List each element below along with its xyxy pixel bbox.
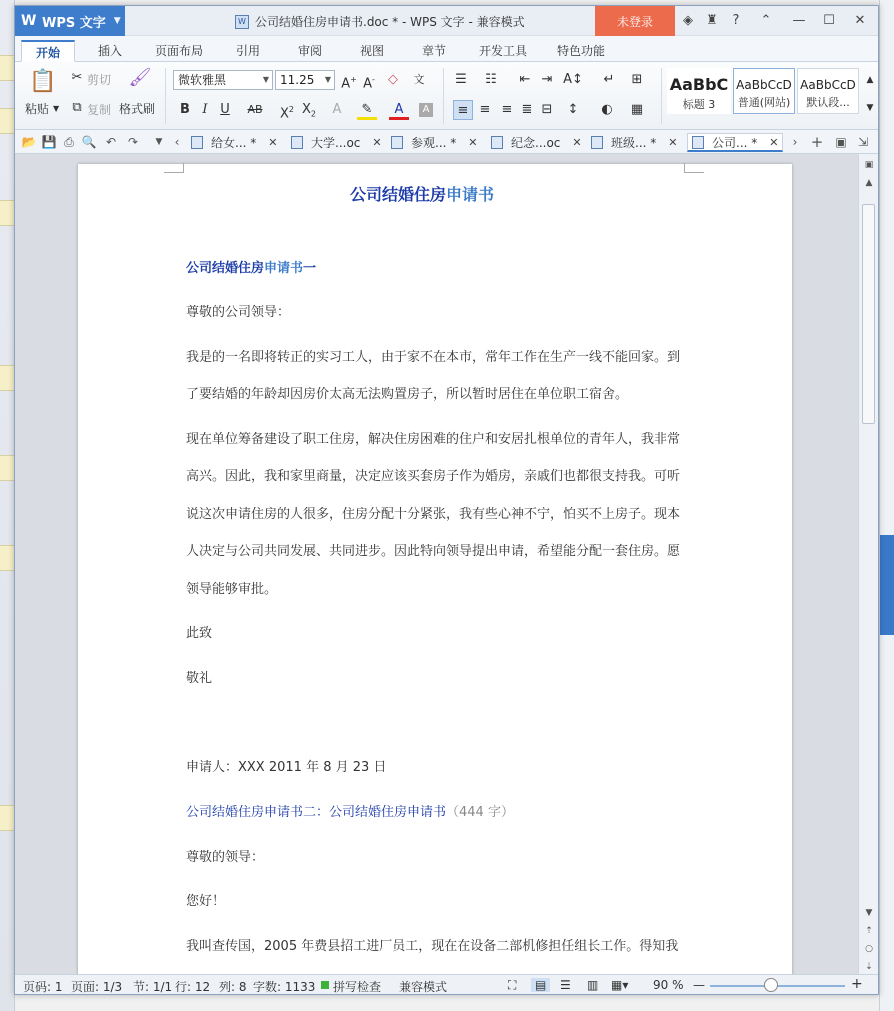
shirt-icon[interactable]: ♜ xyxy=(706,13,718,28)
phonetic-icon[interactable]: 文 xyxy=(413,73,425,86)
style-heading3[interactable] xyxy=(667,68,731,114)
font-name-select[interactable] xyxy=(173,70,273,90)
font-color-icon[interactable]: A xyxy=(389,100,409,120)
document-icon xyxy=(692,136,704,149)
close-icon[interactable]: ✕ xyxy=(468,136,478,149)
zoom-out-icon[interactable]: — xyxy=(693,978,705,992)
styles-scroll-up-icon[interactable]: ▲ xyxy=(866,75,874,85)
skin-icon[interactable]: ◈ xyxy=(683,13,693,28)
style-label: 标题 3 xyxy=(682,98,716,111)
print-preview-icon[interactable]: 🔍 xyxy=(81,135,97,149)
shrink-font-icon[interactable]: A- xyxy=(363,75,375,92)
maximize-icon[interactable]: ☐ xyxy=(823,13,835,28)
background-window-right xyxy=(879,0,894,1011)
ribbon-separator xyxy=(443,68,444,124)
copy-button[interactable]: 复制 xyxy=(87,103,112,117)
doc-tab-label: 纪念...oc xyxy=(511,136,561,150)
zoom-level[interactable]: 90 % xyxy=(653,978,684,992)
background-window-left xyxy=(0,0,15,1011)
style-label: 普通(网站) xyxy=(737,96,791,109)
style-preview: AaBbCcD xyxy=(736,78,792,92)
paste-button[interactable]: 粘贴 xyxy=(25,102,50,116)
format-painter-button[interactable]: 格式刷 xyxy=(119,102,156,116)
tab-features[interactable]: 特色功能 xyxy=(556,44,605,58)
format-painter-icon[interactable]: 🖌 xyxy=(128,67,152,88)
char-shading-icon[interactable]: A xyxy=(419,103,433,117)
close-icon[interactable]: ✕ xyxy=(854,13,866,28)
ribbon-home xyxy=(15,62,878,130)
distributed-icon[interactable]: ⊟ xyxy=(541,102,553,117)
scrollbar-thumb[interactable] xyxy=(862,204,875,424)
save-icon[interactable]: 💾 xyxy=(41,135,57,149)
chevron-down-icon: ▼ xyxy=(262,75,269,84)
tab-references[interactable]: 引用 xyxy=(235,44,260,58)
paragraph-line: 我叫查传国，2005 年费县招工进厂员工，现在在设备二部机修担任组长工作。得知我 xyxy=(186,939,679,954)
subscript-icon[interactable]: $X_2$ xyxy=(302,102,316,119)
close-icon[interactable]: ✕ xyxy=(572,136,582,149)
paragraph: 敬礼 xyxy=(186,671,213,686)
minimize-icon[interactable]: — xyxy=(792,13,806,28)
background-strip xyxy=(0,805,15,831)
style-default-paragraph[interactable] xyxy=(797,68,859,114)
paragraph-line: 人决定与公司共同发展、共同进步。因此特向领导提出申请，希望能分配一套住房。愿 xyxy=(186,544,681,559)
tab-view[interactable]: 视图 xyxy=(359,44,384,58)
tabs-scroll-left-icon[interactable]: ‹ xyxy=(174,135,180,149)
doc-tab-label: 参观... * xyxy=(411,136,457,150)
paragraph-line: 说这次申请住房的人很多，住房分配十分紧张，我有些心神不宁，怕买不上房子。现本 xyxy=(186,507,681,522)
document-icon: W xyxy=(235,15,249,29)
numbering-icon[interactable]: ☷ xyxy=(485,72,497,87)
document-icon xyxy=(591,136,603,149)
outline-view-icon[interactable]: ☰ xyxy=(560,978,571,992)
font-name-value: 微软雅黑 xyxy=(178,73,227,87)
document-page[interactable] xyxy=(78,164,792,974)
highlight-icon[interactable]: ✎ xyxy=(357,100,377,120)
tab-list-icon[interactable]: ▣ xyxy=(835,135,847,149)
ribbon-collapse-icon[interactable]: ⌃ xyxy=(760,13,772,28)
decrease-indent-icon[interactable]: ⇤ xyxy=(519,72,531,87)
status-page-code: 页码: 1 xyxy=(23,980,63,994)
scissors-icon[interactable]: ✂ xyxy=(71,70,83,85)
style-preview: AaBbCcD xyxy=(800,78,856,92)
status-word-count[interactable]: 字数: 1133 xyxy=(253,980,316,994)
doc-tab[interactable] xyxy=(191,133,277,152)
next-page-icon[interactable]: ⇣ xyxy=(865,962,873,972)
close-icon[interactable]: ✕ xyxy=(668,136,678,149)
window-title-text: 公司结婚住房申请书.doc * - WPS 文字 - 兼容模式 xyxy=(255,15,525,29)
document-icon xyxy=(491,136,503,149)
increase-indent-icon[interactable]: ⇥ xyxy=(541,72,553,87)
underline-icon[interactable]: U xyxy=(220,102,230,117)
paragraph: 尊敬的公司领导： xyxy=(186,305,291,320)
doc-tab[interactable] xyxy=(291,133,382,152)
table-icon[interactable]: ⊞ xyxy=(631,72,643,87)
status-section: 节: 1/1 xyxy=(133,980,173,994)
doc-tab-label: 公司... * xyxy=(712,135,758,150)
paragraph-line: 现在单位筹备建设了职工住房，解决住房困难的住户和安居扎根单位的青年人，我非常 xyxy=(186,432,681,447)
open-icon[interactable]: 📂 xyxy=(21,135,37,149)
tab-page-layout[interactable]: 页面布局 xyxy=(154,44,203,58)
vertical-scrollbar[interactable] xyxy=(858,154,878,974)
close-icon[interactable]: ✕ xyxy=(372,136,382,149)
help-icon[interactable]: ? xyxy=(732,13,740,28)
title-bar xyxy=(15,6,878,36)
status-spell-check[interactable]: 拼写检查 xyxy=(333,980,382,994)
doc-tab[interactable] xyxy=(391,133,477,152)
background-strip xyxy=(0,55,15,81)
wps-window xyxy=(14,5,879,995)
tab-review[interactable]: 审阅 xyxy=(297,44,322,58)
scroll-up-icon[interactable]: ▲ xyxy=(865,178,873,188)
app-name: WPS 文字 xyxy=(42,15,106,31)
background-strip xyxy=(0,365,15,391)
doc-tab-label: 班级... * xyxy=(611,136,657,150)
heading-1: 公司结婚住房申请书一 xyxy=(186,261,317,276)
tab-section[interactable]: 章节 xyxy=(421,44,446,58)
line-spacing-icon[interactable]: ↕ xyxy=(567,102,579,117)
status-bar xyxy=(15,974,878,994)
new-tab-icon[interactable]: + xyxy=(810,133,824,151)
reading-view-icon[interactable]: ▦▾ xyxy=(611,978,629,992)
paragraph-line: 高兴。因此，我和家里商量，决定应该买套房子作为婚房，亲戚们也都很支持我。可听 xyxy=(186,469,681,484)
ribbon-separator xyxy=(165,68,166,124)
styles-scroll-down-icon[interactable]: ▼ xyxy=(866,103,874,113)
doc-tab-label: 给女... * xyxy=(211,136,257,150)
close-icon[interactable]: ✕ xyxy=(769,135,779,149)
document-title: 公司结婚住房申请书 xyxy=(350,185,495,204)
window-title xyxy=(235,13,525,30)
show-marks-icon[interactable]: ↵ xyxy=(603,72,615,87)
paragraph: 此致 xyxy=(186,626,213,641)
scroll-down-icon[interactable]: ▼ xyxy=(865,908,873,918)
clear-format-icon[interactable]: ◇ xyxy=(388,72,398,87)
background-strip xyxy=(0,455,15,481)
tab-home[interactable]: 开始 xyxy=(21,40,75,62)
grow-font-icon[interactable]: A+ xyxy=(341,75,357,92)
zoom-in-icon[interactable]: + xyxy=(851,976,863,992)
justify-icon[interactable]: ≣ xyxy=(521,102,533,117)
print-icon[interactable]: ⎙ xyxy=(64,135,74,149)
prev-page-icon[interactable]: ⇡ xyxy=(865,926,873,936)
heading-2: 公司结婚住房申请书二：公司结婚住房申请书（444 字） xyxy=(186,805,514,820)
paste-icon[interactable]: 📋 xyxy=(29,69,57,94)
tab-options-icon[interactable]: ⇲ xyxy=(857,135,869,149)
paragraph: 尊敬的领导： xyxy=(186,850,265,865)
doc-tab-label: 大学...oc xyxy=(311,136,361,150)
login-button[interactable]: 未登录 xyxy=(595,6,675,36)
background-strip xyxy=(0,108,15,134)
copy-icon[interactable]: ⧉ xyxy=(72,100,82,115)
cut-button[interactable]: 剪切 xyxy=(87,73,112,87)
chevron-down-icon[interactable]: ▼ xyxy=(53,104,60,113)
spell-check-icon xyxy=(321,981,329,989)
font-size-select[interactable] xyxy=(275,70,335,90)
tab-insert[interactable]: 插入 xyxy=(97,44,122,58)
status-mode: 兼容模式 xyxy=(399,980,448,994)
background-blue-block xyxy=(880,535,894,635)
undo-icon[interactable]: ↶ xyxy=(105,135,117,149)
style-preview: AaBbC xyxy=(669,75,729,94)
borders-icon[interactable]: ▦ xyxy=(630,102,644,117)
document-area[interactable] xyxy=(15,154,858,974)
document-tab-bar xyxy=(15,130,878,154)
doc-tab[interactable] xyxy=(491,133,582,152)
select-browse-object-icon[interactable]: ○ xyxy=(865,944,873,954)
paragraph-line: 我是的一名即将转正的实习工人，由于家不在本市，常年工作在生产一线不能回家。到 xyxy=(186,350,681,365)
align-left-icon[interactable]: ≡ xyxy=(453,100,473,120)
style-normal-web[interactable] xyxy=(733,68,795,114)
ruler-toggle-icon[interactable]: ▣ xyxy=(864,160,874,170)
web-view-icon[interactable]: ▥ xyxy=(587,978,599,992)
status-page[interactable]: 页面: 1/3 xyxy=(71,980,123,994)
strikethrough-icon[interactable]: AB xyxy=(247,103,263,116)
text-effect-icon[interactable]: A xyxy=(332,102,342,117)
close-icon[interactable]: ✕ xyxy=(268,136,278,149)
paragraph-line: 了要结婚的年龄却因房价太高无法购置房子，所以暂时居住在单位职工宿舍。 xyxy=(186,387,629,402)
font-size-value: 11.25 xyxy=(280,73,315,87)
ribbon-tab-bar xyxy=(15,36,878,62)
app-menu-button[interactable] xyxy=(15,6,125,36)
align-center-icon[interactable]: ≡ xyxy=(479,102,491,117)
italic-icon[interactable]: I xyxy=(202,102,208,117)
ribbon-separator xyxy=(661,68,662,124)
sort-icon[interactable]: A↕ xyxy=(563,72,583,87)
page-view-icon[interactable]: ▤ xyxy=(531,978,550,992)
align-right-icon[interactable]: ≡ xyxy=(501,102,513,117)
fullscreen-icon[interactable]: ⛶ xyxy=(508,978,517,992)
status-col: 列: 8 xyxy=(219,980,247,994)
redo-icon[interactable]: ↷ xyxy=(127,135,139,149)
style-label: 默认段... xyxy=(806,96,850,109)
doc-tab-active[interactable] xyxy=(687,133,783,152)
tab-developer[interactable]: 开发工具 xyxy=(478,44,527,58)
superscript-icon[interactable]: $X^2$ xyxy=(280,105,294,122)
margin-mark xyxy=(164,163,184,173)
shading-icon[interactable]: ◐ xyxy=(601,102,613,117)
chevron-down-icon[interactable]: ▼ xyxy=(155,137,163,147)
zoom-slider-handle[interactable] xyxy=(764,978,778,992)
background-strip xyxy=(0,545,15,571)
paragraph-line: 领导能够审批。 xyxy=(186,582,278,597)
bold-icon[interactable]: B xyxy=(180,102,190,117)
chevron-down-icon: ▼ xyxy=(113,16,121,26)
status-row: 行: 12 xyxy=(175,980,211,994)
chevron-down-icon: ▼ xyxy=(324,75,331,84)
tabs-scroll-right-icon[interactable]: › xyxy=(792,135,798,149)
margin-mark xyxy=(684,163,704,173)
background-strip xyxy=(0,200,15,226)
document-icon xyxy=(191,136,203,149)
doc-tab[interactable] xyxy=(591,133,677,152)
bullets-icon[interactable]: ☰ xyxy=(455,72,467,87)
paragraph: 您好！ xyxy=(186,894,226,909)
paragraph: 申请人：XXX 2011 年 8 月 23 日 xyxy=(186,760,387,775)
document-icon xyxy=(391,136,403,149)
wps-logo-icon: W xyxy=(21,13,37,29)
document-icon xyxy=(291,136,303,149)
